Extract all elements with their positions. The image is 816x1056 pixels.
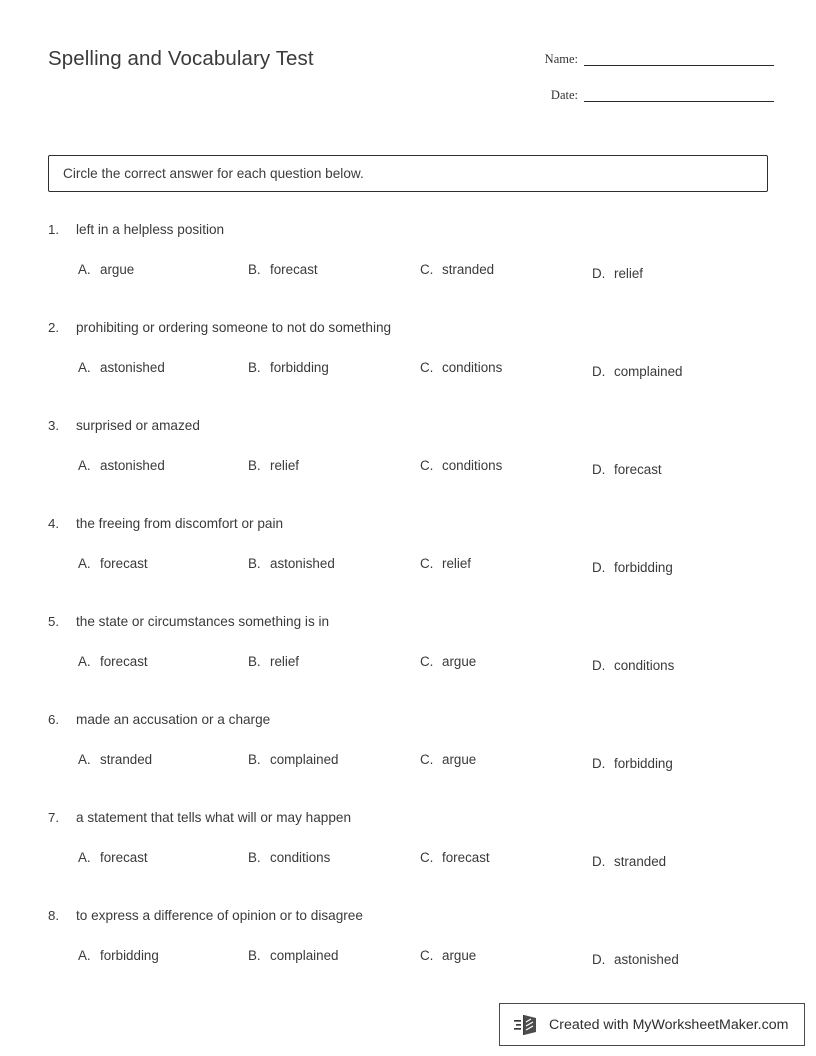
answer-option[interactable] <box>78 850 148 865</box>
answer-option[interactable] <box>592 364 682 379</box>
answer-option[interactable] <box>592 952 679 967</box>
option-letter: C. <box>420 850 434 865</box>
question-prompt: made an accusation or a charge <box>76 712 271 727</box>
option-letter: D. <box>592 266 606 281</box>
instruction-box <box>48 155 768 192</box>
question-prompt: prohibiting or ordering someone to not do something <box>76 320 392 335</box>
option-text: conditions <box>442 360 503 375</box>
option-letter: B. <box>248 654 261 669</box>
option-text: stranded <box>442 262 495 277</box>
option-text: argue <box>442 948 477 963</box>
option-text: complained <box>614 364 683 379</box>
option-letter: A. <box>78 458 91 473</box>
option-letter: C. <box>420 752 434 767</box>
option-text: astonished <box>270 556 335 571</box>
option-letter: D. <box>592 462 606 477</box>
option-text: forecast <box>100 850 148 865</box>
option-letter: D. <box>592 756 606 771</box>
option-letter: C. <box>420 360 434 375</box>
option-letter: A. <box>78 752 91 767</box>
question-heading <box>48 418 200 433</box>
answer-option[interactable] <box>592 854 666 869</box>
option-text: astonished <box>100 360 165 375</box>
answer-option[interactable] <box>592 462 662 477</box>
answer-option[interactable] <box>592 756 673 771</box>
question-heading <box>48 712 270 727</box>
option-text: astonished <box>614 952 679 967</box>
option-letter: A. <box>78 556 91 571</box>
answer-option[interactable] <box>420 360 502 375</box>
answer-option[interactable] <box>592 560 673 575</box>
date-field-row <box>538 85 774 103</box>
option-text: relief <box>614 266 644 281</box>
option-letter: B. <box>248 850 261 865</box>
option-text: conditions <box>270 850 331 865</box>
answer-option[interactable] <box>420 262 494 277</box>
option-text: argue <box>442 654 477 669</box>
option-text: relief <box>270 458 300 473</box>
name-field-label: Name: <box>544 52 578 66</box>
option-text: argue <box>100 262 135 277</box>
option-text: forbidding <box>614 756 673 771</box>
answer-option[interactable] <box>592 266 643 281</box>
answer-option[interactable] <box>78 458 165 473</box>
answer-option[interactable] <box>248 850 330 865</box>
question-heading <box>48 516 283 531</box>
answer-option[interactable] <box>78 262 134 277</box>
option-letter: C. <box>420 948 434 963</box>
option-letter: C. <box>420 262 434 277</box>
option-letter: B. <box>248 948 261 963</box>
option-text: forecast <box>442 850 490 865</box>
answer-option[interactable] <box>420 948 476 963</box>
option-letter: B. <box>248 262 261 277</box>
question-number: 4. <box>48 516 60 531</box>
option-letter: D. <box>592 854 606 869</box>
option-text: relief <box>442 556 472 571</box>
footer-attribution-text: Created with MyWorksheetMaker.com <box>549 1016 789 1033</box>
option-text: forecast <box>614 462 662 477</box>
answer-option[interactable] <box>420 458 502 473</box>
option-letter: D. <box>592 952 606 967</box>
date-input-line[interactable] <box>584 101 774 102</box>
answer-option[interactable] <box>248 262 318 277</box>
answer-option[interactable] <box>78 556 148 571</box>
question-number: 3. <box>48 418 60 433</box>
footer-attribution-badge[interactable] <box>499 1003 805 1046</box>
option-text: relief <box>270 654 300 669</box>
question-number: 1. <box>48 222 60 237</box>
option-letter: A. <box>78 262 91 277</box>
name-field-row <box>538 49 774 67</box>
option-letter: C. <box>420 458 434 473</box>
question-prompt: surprised or amazed <box>76 418 200 433</box>
question-heading <box>48 222 224 237</box>
option-letter: B. <box>248 458 261 473</box>
option-text: forbidding <box>614 560 673 575</box>
question-number: 8. <box>48 908 60 923</box>
option-text: forecast <box>270 262 318 277</box>
option-text: complained <box>270 948 339 963</box>
instruction-text: Circle the correct answer for each question below. <box>63 166 364 181</box>
option-text: forbidding <box>100 948 159 963</box>
question-prompt: the freeing from discomfort or pain <box>76 516 284 531</box>
option-letter: A. <box>78 948 91 963</box>
date-field-label: Date: <box>550 88 578 102</box>
answer-option[interactable] <box>248 360 329 375</box>
answer-option[interactable] <box>592 658 674 673</box>
question-prompt: a statement that tells what will or may happen <box>76 810 352 825</box>
option-letter: B. <box>248 360 261 375</box>
name-input-line[interactable] <box>584 65 774 66</box>
question-heading <box>48 614 329 629</box>
option-text: forecast <box>100 556 148 571</box>
answer-option[interactable] <box>420 850 490 865</box>
option-letter: D. <box>592 364 606 379</box>
answer-option[interactable] <box>78 752 152 767</box>
answer-option[interactable] <box>248 654 299 669</box>
option-letter: A. <box>78 360 91 375</box>
option-text: stranded <box>100 752 153 767</box>
option-text: argue <box>442 752 477 767</box>
answer-option[interactable] <box>248 948 338 963</box>
option-text: stranded <box>614 854 667 869</box>
page-title: Spelling and Vocabulary Test <box>48 47 314 70</box>
question-number: 6. <box>48 712 60 727</box>
answer-option[interactable] <box>248 458 299 473</box>
option-letter: D. <box>592 560 606 575</box>
option-letter: C. <box>420 654 434 669</box>
question-number: 2. <box>48 320 60 335</box>
answer-option[interactable] <box>420 556 471 571</box>
answer-option[interactable] <box>78 948 159 963</box>
question-prompt: the state or circumstances something is in <box>76 614 330 629</box>
question-number: 5. <box>48 614 60 629</box>
question-number: 7. <box>48 810 60 825</box>
option-text: conditions <box>614 658 675 673</box>
option-text: astonished <box>100 458 165 473</box>
option-letter: A. <box>78 850 91 865</box>
answer-option[interactable] <box>420 752 476 767</box>
answer-option[interactable] <box>420 654 476 669</box>
option-letter: A. <box>78 654 91 669</box>
question-heading <box>48 908 363 923</box>
option-letter: D. <box>592 658 606 673</box>
question-prompt: left in a helpless position <box>76 222 225 237</box>
option-text: conditions <box>442 458 503 473</box>
question-heading <box>48 320 391 335</box>
question-heading <box>48 810 351 825</box>
option-text: forbidding <box>270 360 329 375</box>
option-letter: B. <box>248 556 261 571</box>
answer-option[interactable] <box>78 360 165 375</box>
option-text: forecast <box>100 654 148 669</box>
question-prompt: to express a difference of opinion or to disagree <box>76 908 363 923</box>
option-letter: B. <box>248 752 261 767</box>
worksheet-maker-logo-icon <box>514 1013 540 1037</box>
option-letter: C. <box>420 556 434 571</box>
answer-option[interactable] <box>78 654 148 669</box>
answer-option[interactable] <box>248 752 338 767</box>
option-text: complained <box>270 752 339 767</box>
answer-option[interactable] <box>248 556 335 571</box>
